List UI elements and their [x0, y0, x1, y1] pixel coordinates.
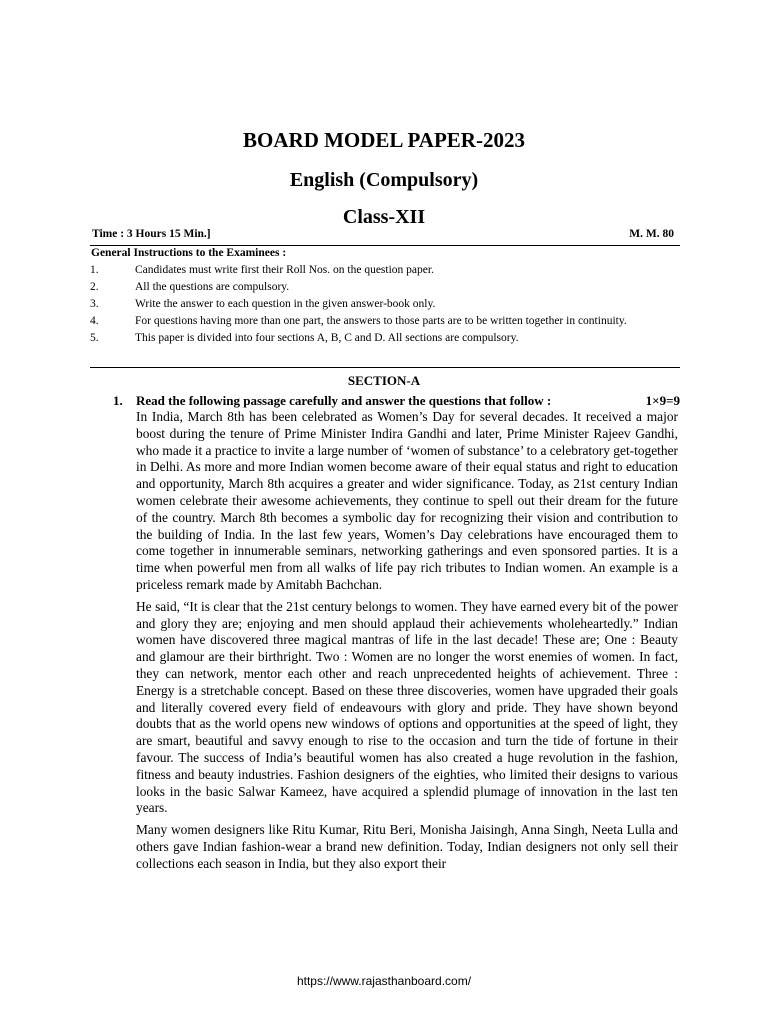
instruction-item [90, 262, 680, 279]
instruction-item [90, 279, 680, 296]
question-number: 1. [113, 393, 123, 408]
instruction-number: 2. [90, 281, 99, 293]
reading-passage [136, 409, 678, 878]
instructions-heading: General Instructions to the Examinees : [91, 247, 287, 259]
question-text: Read the following passage carefully and answer the questions that follow : [136, 393, 552, 408]
section-heading: SECTION-A [347, 373, 421, 388]
instruction-text: Write the answer to each question in the given answer-book only. [135, 298, 436, 310]
instruction-item [90, 330, 680, 347]
time-allowed: Time : 3 Hours 15 Min.] [92, 228, 211, 240]
divider-top [90, 245, 680, 246]
footer-url[interactable]: https://www.rajasthanboard.com/ [296, 974, 472, 988]
subject-title: English (Compulsory) [289, 169, 479, 191]
instructions-list [90, 262, 680, 347]
paper-title: BOARD MODEL PAPER-2023 [243, 128, 525, 152]
instruction-text: Candidates must write first their Roll Nos. on the question paper. [135, 264, 434, 276]
instruction-number: 5. [90, 332, 99, 344]
question-marks: 1×9=9 [645, 393, 680, 408]
instruction-text: For questions having more than one part, the answers to those parts are to be written together in continuity. [135, 315, 627, 327]
instruction-text: All the questions are compulsory. [135, 281, 290, 293]
class-title: Class-XII [342, 206, 426, 228]
passage-paragraph: In India, March 8th has been celebrated as Women’s Day for several decades. It received a major boost during the tenure of Prime Minister Indira Gandhi and later, Prime Minister Rajeev Gandhi, who made it a practice to invite a large number of ‘women of substance’ to a celebratory get-together in Delhi. As more and more Indian women become aware of their equal status and right to education and opportunity, March 8th acquires a greater and wider significance. Today, as 21st century Indian women celebrate their awesome achievements, they continue to spell out their dream for the future of the country. March 8th becomes a symbolic day for recognizing their vision and contribution to the building of India. In the last few years, Women’s Day celebrations have encouraged them to come together in innumerable seminars, networking gatherings and even sponsored parties. It is a time when powerful men from all walks of life pay rich tributes to Indian women. An example is a priceless remark made by Amitabh Bachchan. [136, 409, 678, 592]
instruction-item [90, 313, 680, 330]
instruction-number: 3. [90, 298, 99, 310]
instruction-number: 4. [90, 315, 99, 327]
passage-paragraph: He said, “It is clear that the 21st century belongs to women. They have earned every bit of the power and glory they are; enjoying and men should applaud their achievements wholeheartedly.” Indian women have discovered three magical mantras of life in the last decade! These are; One : Beauty and glamour are their birthright. Two : Women are no longer the worst enemies of women. In fact, they can network, mentor each other and reach unprecedented heights of achievement. Three : Energy is a stretchable concept. Based on these three discoveries, women have upgraded their goals and literally covered every field of endeavours with glory and pride. They have shown beyond doubts that as the world opens new windows of options and opportunities at the speed of light, they are smart, beautiful and savvy enough to rise to the occasion and turn the tide of fortune in their favour. The success of India’s beautiful women has also created a huge revolution in the fashion, fitness and beauty industries. Fashion designers of the eighties, who limited their designs to various looks in the basic Salwar Kameez, have acquired a splendid plumage of innovation in the last ten years. [136, 598, 678, 816]
passage-paragraph: Many women designers like Ritu Kumar, Ritu Beri, Monisha Jaisingh, Anna Singh, Neeta Lulla and others gave Indian fashion-wear a brand new definition. Today, Indian designers not only sell their collections each season in India, but they also export their [136, 822, 678, 871]
instruction-text: This paper is divided into four sections A, B, C and D. All sections are compulsory. [135, 332, 519, 344]
instruction-number: 1. [90, 264, 99, 276]
max-marks: M. M. 80 [629, 228, 674, 240]
instruction-item [90, 296, 680, 313]
divider-bottom [90, 367, 680, 368]
